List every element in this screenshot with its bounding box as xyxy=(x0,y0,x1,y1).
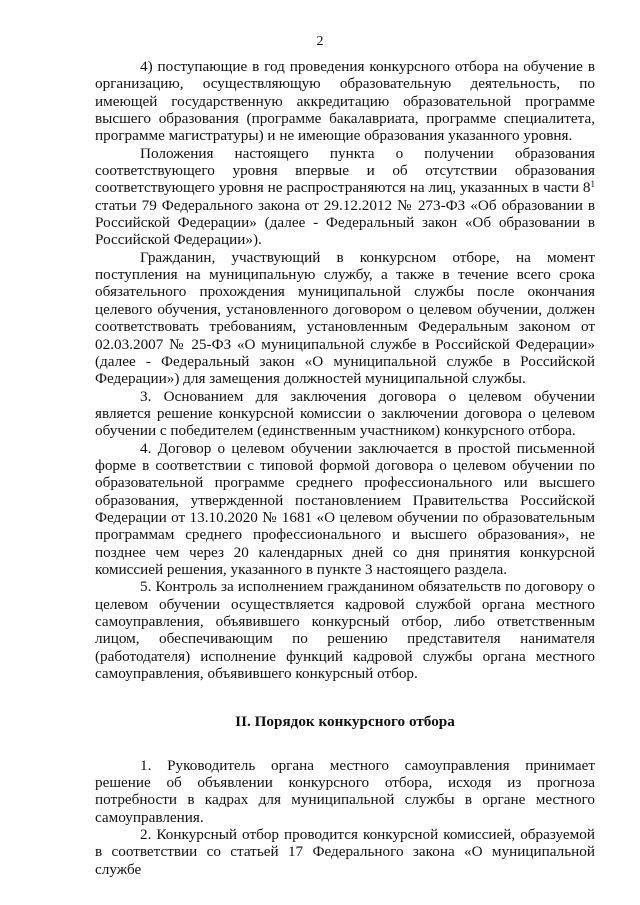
page-number: 2 xyxy=(316,34,324,49)
paragraph-item-4: 4) поступающие в год проведения конкурсного отбора на обучение в организацию, осуществляющую образовательную деятельность, по имеющей государственную аккредитацию образовательной программе высшего образования (программе бакалавриата, программе специалитета, программе магистратуры) и не имеющие образования указанного уровня. xyxy=(95,58,595,145)
superscript: 1 xyxy=(590,179,595,190)
document-body xyxy=(95,58,595,878)
paragraph-3: 3. Основанием для заключения договора о целевом обучении является решение конкурсной комиссии о заключении договора о целевом обучении с победителем (единственным участником) конкурсного отбора. xyxy=(95,387,595,440)
paragraph-exemption-text: Положения настоящего пункта о получении образования соответствующего уровня впервые и об отсутствии образования соответствующего уровня не распространяются на лиц, указанных в части 8 xyxy=(95,144,595,197)
paragraph-4: 4. Договор о целевом обучении заключается в простой письменной форме в соответствии с типовой формой договора о целевом обучении по образовательной программе среднего профессионального или высшего образования, утвержденной постановлением Правительства Российской Федерации от 13.10.2020 № 1681 «О целевом обучении по образовательным программам среднего профессионального и высшего образования», не позднее чем через 20 календарных дней со дня принятия конкурсной комиссией решения, указанного в пункте 3 настоящего раздела. xyxy=(95,439,595,578)
paragraph-5: 5. Контроль за исполнением гражданином обязательств по договору о целевом обучении осуществляется кадровой службой органа местного самоуправления, объявившего конкурсный отбор, либо ответственным лицом, обеспечивающим по решению представителя нанимателя (работодателя) исполнение функций кадровой службы органа местного самоуправления, объявившего конкурсный отбор. xyxy=(95,578,595,683)
paragraph-citizen-requirements: Гражданин, участвующий в конкурсном отборе, на момент поступления на муниципальную службу, а также в течение всего срока обязательного прохождения муниципальной службы после окончания целевого обучения, установленного договором о целевом обучении, должен соответствовать требованиям, установленным Федеральным законом от 02.03.2007 № 25-ФЗ «О муниципальной службе в Российской Федерации» (далее - Федеральный закон «О муниципальной службе в Российской Федерации») для замещения должностей муниципальной службы. xyxy=(95,248,595,388)
section-heading: II. Порядок конкурсного отбора xyxy=(235,713,455,731)
paragraph-exemption-tail: статьи 79 Федерального закона от 29.12.2012 № 273-ФЗ «Об образовании в Российской Федерации» (далее - Федеральный закон «Об образовании в Российской Федерации»). xyxy=(95,196,595,249)
paragraph-section2-2: 2. Конкурсный отбор проводится конкурсной комиссией, образуемой в соответствии со статьей 17 Федерального закона «О муниципальной службе xyxy=(95,826,595,878)
paragraph-section2-1: 1. Руководитель органа местного самоуправления принимает решение об объявлении конкурсного отбора, исходя из прогноза потребности в кадрах для муниципальной службы в органе местного самоуправления. xyxy=(95,756,595,826)
paragraph-exemption xyxy=(95,145,595,249)
